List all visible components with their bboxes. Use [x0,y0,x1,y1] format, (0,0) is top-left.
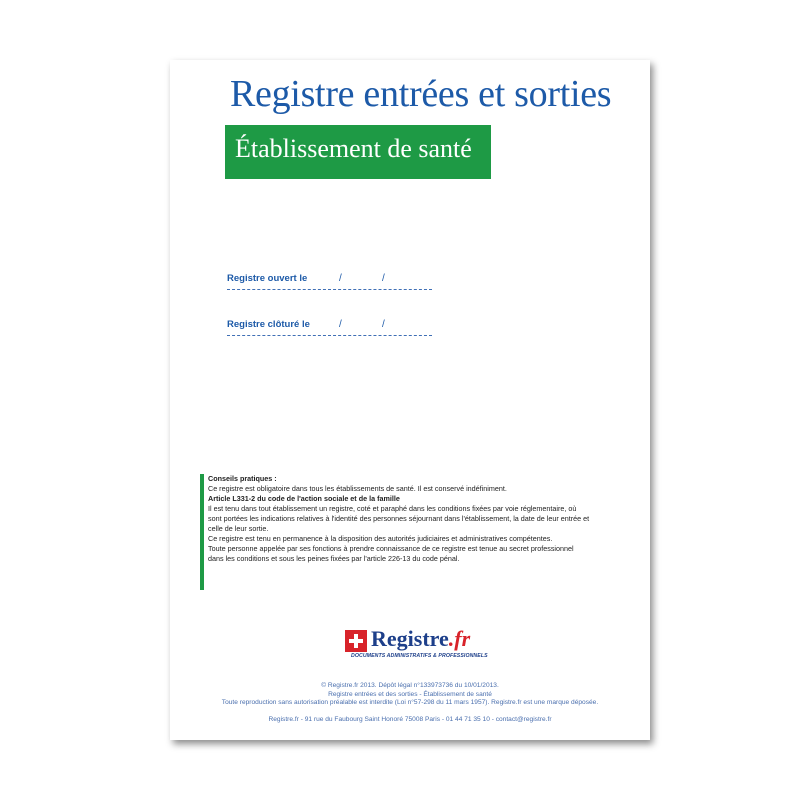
logo-suffix: .fr [448,626,471,651]
legal-footer [170,682,650,724]
advice-line: Ce registre est tenu en permanence à la disposition des autorités judiciaires et administratives compétentes. [208,534,553,543]
date-separator: / [339,273,342,284]
advice-line: celle de leur sortie. [208,524,269,533]
logo-tagline: DOCUMENTS ADMINISTRATIFS & PROFESSIONNELS [351,653,488,659]
advice-line: sont portées les indications relatives à l'identité des personnes séjournant dans l'établissement, la date de leur entrée et [208,514,590,523]
register-cover [170,60,650,740]
footer-contact: Registre.fr - 91 rue du Faubourg Saint Honoré 75008 Paris - 01 44 71 35 10 - contact@registre.fr [268,715,552,723]
date-separator: / [382,319,385,330]
closed-date-field [227,319,432,336]
document-title: Registre entrées et sorties [230,73,612,115]
opened-date-label: Registre ouvert le [227,273,308,284]
advice-heading: Conseils pratiques : [208,474,277,483]
closed-date-label: Registre clôturé le [227,319,310,330]
opened-date-field [227,273,432,290]
document-subtitle: Établissement de santé [235,134,472,163]
advice-line: Toute personne appelée par ses fonctions à prendre connaissance de ce registre est tenue au secret professionnel [208,544,574,553]
date-separator: / [382,273,385,284]
logo-name: Registre [371,626,449,651]
footer-line: Registre entrées et des sorties - Établissement de santé [328,690,492,698]
footer-line: Toute reproduction sans autorisation préalable est interdite (Loi n°57-298 du 11 mars 1957). Registre.fr est une marque déposée. [221,699,599,707]
advice-text [208,474,628,564]
advice-article: Article L331-2 du code de l'action sociale et de la famille [208,494,400,503]
registre-logo [345,626,488,666]
advice-accent-bar [200,474,204,590]
advice-line: Ce registre est obligatoire dans tous les établissements de santé. Il est conservé indéfiniment. [208,484,507,493]
advice-line: Il est tenu dans tout établissement un registre, coté et paraphé dans les conditions fixées par voie réglementaire, où [208,504,577,513]
logo-cross-icon [345,630,367,652]
subtitle-banner [225,125,491,179]
footer-line: © Registre.fr 2013. Dépôt légal n°133973736 du 10/01/2013. [321,682,499,689]
advice-line: dans les conditions et sous les peines fixées par l'article 226-13 du code pénal. [208,554,460,563]
date-separator: / [339,319,342,330]
